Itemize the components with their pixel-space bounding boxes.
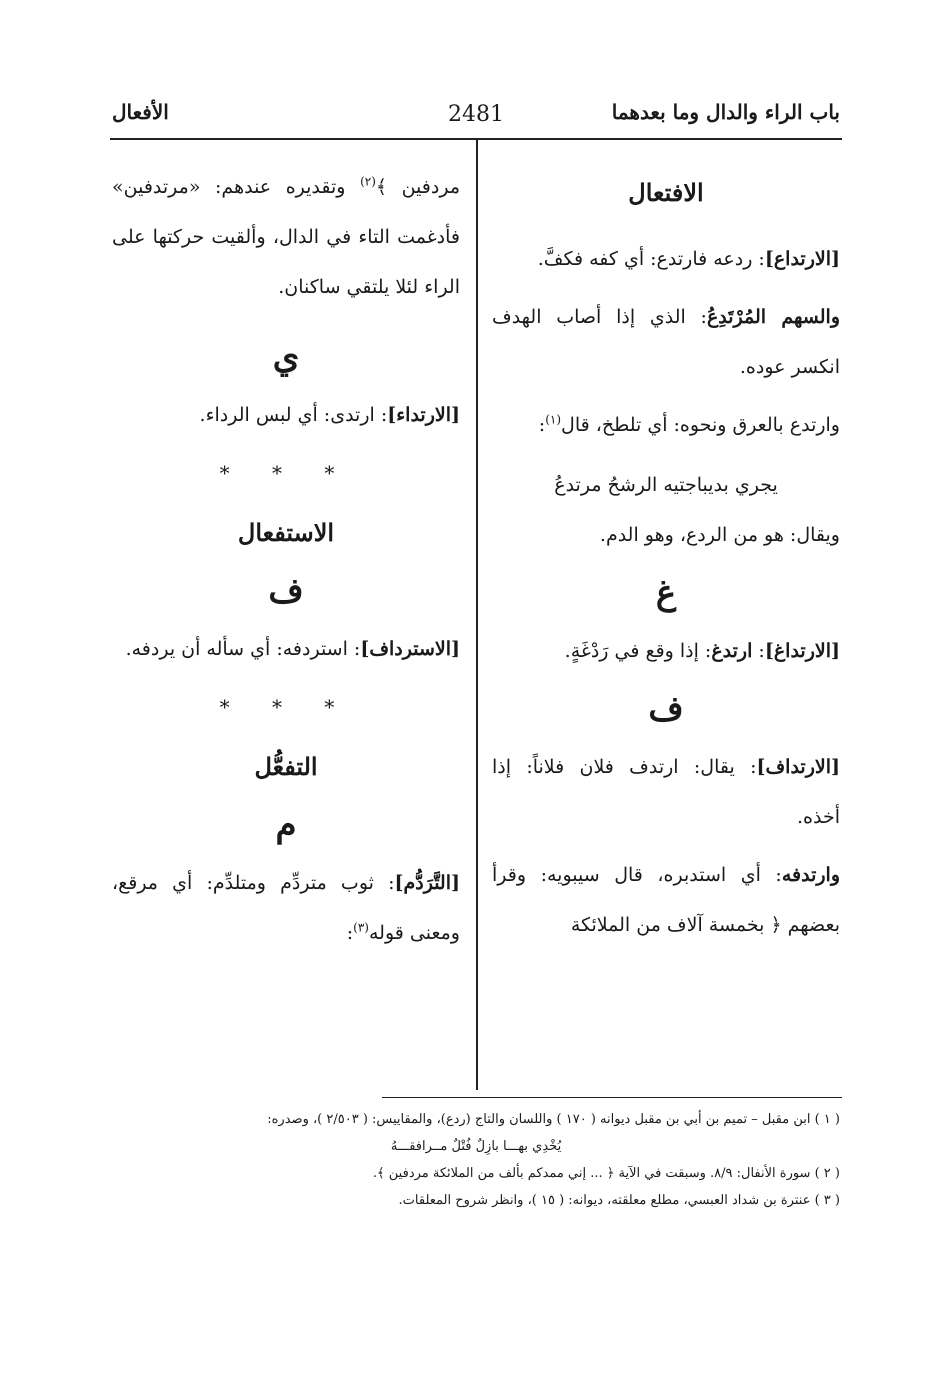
entry-text: : أي استدبره، قال سيبويه: وقرأ بعضهم ﴿ بخمسة آلاف من الملائكة bbox=[492, 864, 840, 936]
letter-ya: ي bbox=[272, 337, 300, 377]
letter-fa-2: ف bbox=[268, 571, 304, 611]
heading-tafaul: التفعُّل bbox=[254, 752, 318, 781]
entry-text: مردفين ﴾ bbox=[375, 176, 460, 198]
letter-mim: م bbox=[275, 805, 297, 845]
entry-murtadi bbox=[492, 292, 840, 392]
entry-text: : يقال: ارتدف فلان فلاناً: إذا أخذه. bbox=[492, 756, 840, 828]
entry-text: : ارتدى: أي لبس الرداء. bbox=[199, 404, 388, 426]
right-column bbox=[492, 162, 840, 950]
footnote-3: ( ٣ ) عنترة بن شداد العبسي، مطلع معلقته، ديوانه: ( ١٥ )، وانظر شروح المعلقات. bbox=[398, 1193, 840, 1208]
footnote-1: ( ١ ) ابن مقبل – تميم بن أبي بن مقبل ديوانه ( ١٧٠ ) واللسان والتاج (ردع)، والمقاييس: ( ٢/٥٠٣ )، وصدره: bbox=[267, 1112, 840, 1127]
entry-term: والسهم المُرْتَدِعُ bbox=[706, 306, 840, 328]
heading-iftiaal: الافتعال bbox=[628, 178, 704, 207]
entry-text: وارتدع بالعرق ونحوه: أي تلطخ، قال bbox=[561, 414, 840, 436]
footnote-1-verse: يُخْدِي بهـــا بازِلٌ فُتْلٌ مــرافقـــهُ bbox=[390, 1139, 562, 1154]
entry-text: : إذا وقع في رَدْغَةٍ. bbox=[564, 640, 712, 662]
entry-irtida bbox=[492, 234, 840, 284]
entry-taraddum bbox=[112, 858, 460, 958]
entry-term: [الارتداغ] bbox=[764, 640, 840, 662]
entry-text-end: : bbox=[346, 922, 354, 944]
section-title: الأفعال bbox=[112, 100, 169, 124]
entry-irtidaf bbox=[492, 742, 840, 842]
entry-text-cont: وتقديره عندهم: «مرتدفين» فأدغمت التاء في الدال، وألقيت حركتها على الراء لئلا يلتقي ساكنان. bbox=[112, 176, 460, 298]
entry-murdifin bbox=[112, 162, 460, 312]
entry-text-end: : bbox=[538, 414, 546, 436]
entry-text: : ثوب متردِّم ومتلدِّم: أي مرقع، ومعنى قوله bbox=[112, 872, 460, 944]
entry-istirdaf bbox=[112, 624, 460, 674]
entry-term: [الارتداف] bbox=[756, 756, 840, 778]
left-column bbox=[112, 162, 460, 958]
section-separator: * * * bbox=[219, 695, 353, 719]
entry-term: [الارتداء] bbox=[387, 404, 460, 426]
entry-term: [الاسترداف] bbox=[360, 638, 460, 660]
entry-irtidagh: [الارتداغ]: ارتدغ: إذا وقع في رَدْغَةٍ. bbox=[564, 640, 840, 662]
entry-irtada-bil-araq bbox=[492, 400, 840, 450]
entry-yuqal: ويقال: هو من الردع، وهو الدم. bbox=[599, 524, 840, 546]
footnote-ref-2: (٢) bbox=[360, 174, 376, 189]
footnote-ref-3: (٣) bbox=[353, 920, 369, 935]
verse-line: يجري بديباجتيه الرشحُ مرتدعُ bbox=[554, 474, 778, 496]
entry-irtadafahu bbox=[492, 850, 840, 950]
letter-ghayn: غ bbox=[655, 573, 677, 613]
column-divider bbox=[476, 140, 478, 1090]
footnote-ref-1: (١) bbox=[545, 412, 562, 427]
entry-text: : ردعه فارتدع: أي كفه فكفَّ. bbox=[537, 248, 765, 270]
entry-text: : الذي إذا أصاب الهدف انكسر عوده. bbox=[492, 306, 840, 378]
page-header bbox=[112, 98, 840, 138]
entry-term: [التَّرَدُّم] bbox=[394, 872, 460, 894]
entry-term: وارتدفه bbox=[781, 864, 840, 886]
section-separator: * * * bbox=[219, 461, 353, 485]
entry-term-verb: ارتدغ bbox=[711, 640, 753, 662]
page-number: 2481 bbox=[448, 102, 504, 127]
footnote-rule bbox=[382, 1097, 842, 1098]
heading-istifaal: الاستفعال bbox=[237, 518, 335, 547]
entry-irtida-rida bbox=[112, 390, 460, 440]
footnotes bbox=[112, 1106, 840, 1214]
footnote-2: ( ٢ ) سورة الأنفال: ٨/٩. وسبقت في الآية ﴿ ... إني ممدكم بألف من الملائكة مردفين ﴾. bbox=[372, 1166, 840, 1181]
letter-fa: ف bbox=[648, 689, 684, 729]
entry-term: [الارتداع] bbox=[764, 248, 840, 270]
chapter-title: باب الراء والدال وما بعدهما bbox=[611, 100, 840, 124]
entry-text: : استردفه: أي سأله أن يردفه. bbox=[125, 638, 361, 660]
